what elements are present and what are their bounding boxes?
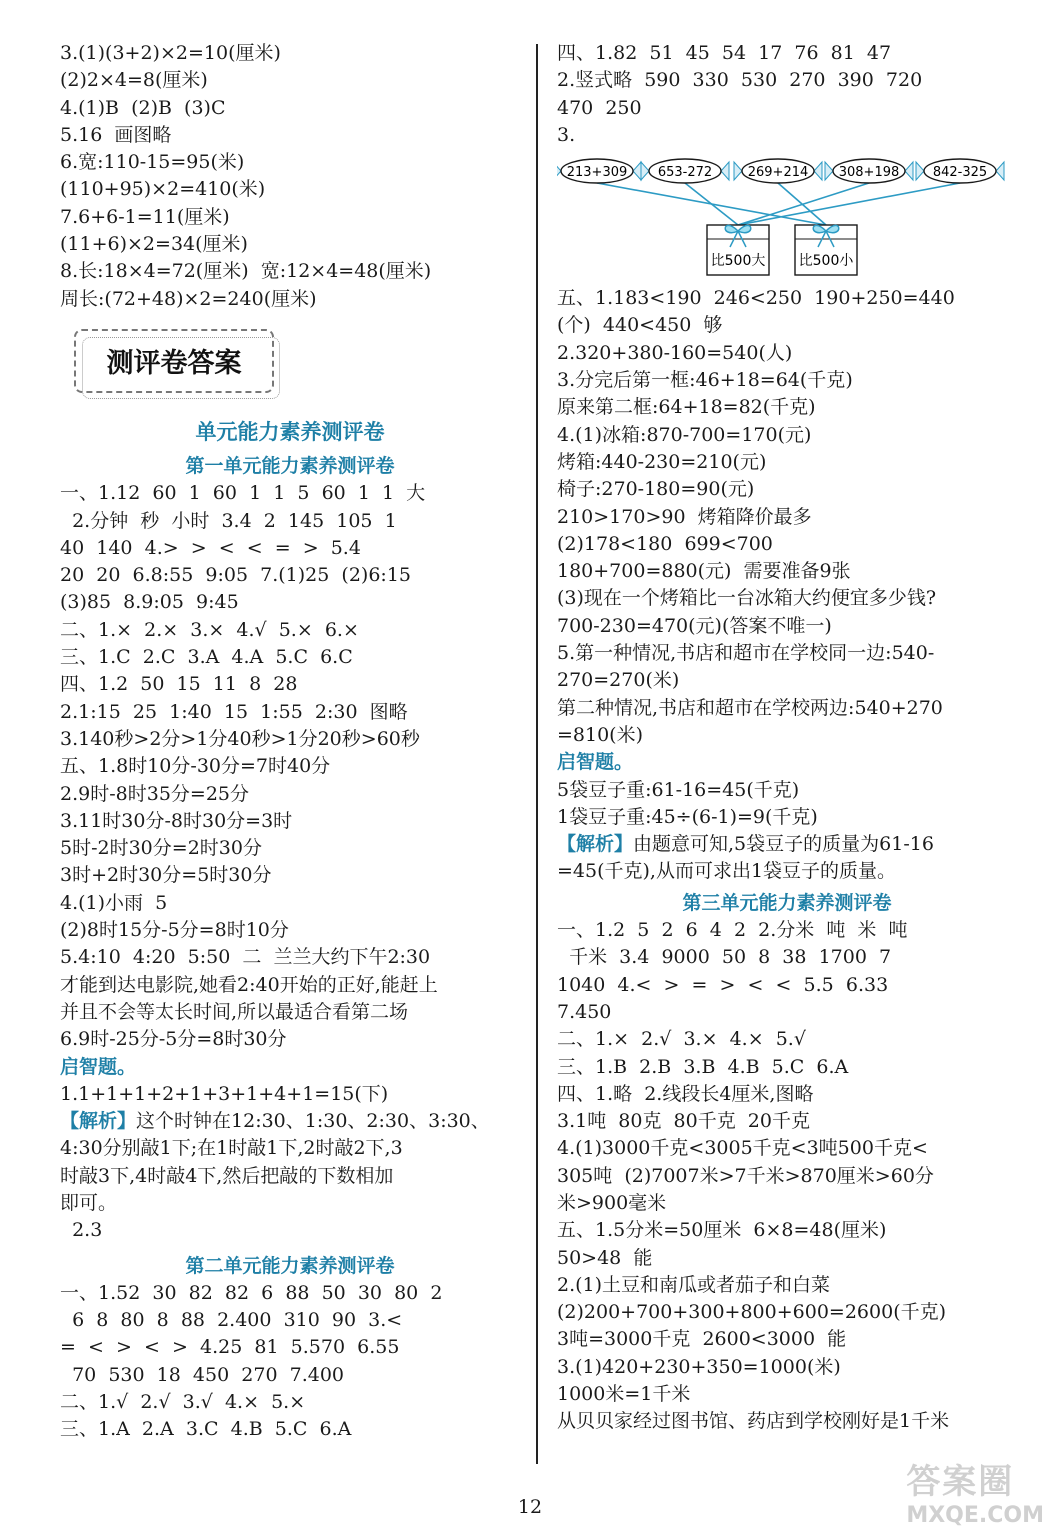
analysis-text: 由题意可知,5袋豆子的质量为61-16 — [633, 833, 934, 856]
answer-line: 3时+2时30分=5时30分 — [60, 864, 272, 887]
answer-line: 3.1吨 80克 80千克 20千克 — [557, 1110, 810, 1133]
watermark-logo: 答案圈 MXQE.COM — [906, 1462, 1044, 1528]
answer-line: 40 140 4.> > < < = > 5.4 — [60, 536, 361, 559]
expression-label: 269+214 — [747, 165, 809, 181]
answer-line: 二、1.× 2.× 3.× 4.√ 5.× 6.× — [60, 618, 359, 641]
answer-line: (3)现在一个烤箱比一台冰箱大约便宜多少钱? — [557, 587, 937, 610]
answer-line: 5.4:10 4:20 5:50 二 兰兰大约下午2:30 — [60, 946, 431, 969]
unit2-title: 第二单元能力素养测评卷 — [185, 1254, 395, 1277]
answer-line: 2.9时-8时35分=25分 — [60, 782, 249, 805]
answer-line: (110+95)×2=410(米) — [60, 178, 266, 201]
analysis-text: 这个时钟在12:30、1:30、2:30、3:30、 — [136, 1110, 490, 1133]
section-badge: 测评卷答案 — [74, 329, 274, 393]
match-line — [685, 183, 738, 225]
answer-line: 6.9时-25分-5分=8时30分 — [60, 1028, 287, 1051]
answer-line: (3)85 8.9:05 9:45 — [60, 591, 239, 614]
answer-line: 7.6+6-1=11(厘米) — [60, 205, 230, 228]
answer-line: 一、1.52 30 82 82 6 88 50 30 80 2 — [60, 1281, 443, 1304]
answer-line: 即可。 — [60, 1191, 118, 1214]
answer-line: 70 530 18 450 270 7.400 — [60, 1363, 345, 1386]
answer-line: 4.(1)冰箱:870-700=170(元) — [557, 423, 812, 446]
answer-line: 6.宽:110-15=95(米) — [60, 151, 245, 174]
expression-label: 653-272 — [657, 165, 713, 181]
answer-line: 五、1.183<190 246<250 190+250=440 — [557, 287, 955, 310]
answer-line: 3.140秒>2分>1分40秒>1分20秒>60秒 — [60, 727, 420, 750]
analysis-line — [557, 831, 1017, 858]
answer-line: 6 8 80 8 88 2.400 310 90 3.< — [60, 1309, 403, 1332]
answer-line: 二、1.√ 2.√ 3.√ 4.× 5.× — [60, 1391, 306, 1414]
expression-label: 213+309 — [566, 165, 628, 181]
answer-line: 20 20 6.8:55 9:05 7.(1)25 (2)6:15 — [60, 564, 412, 587]
left-column — [60, 40, 520, 1444]
answer-line: 2.1:15 25 1:40 15 1:55 2:30 图略 — [60, 700, 408, 723]
answer-line: 8.长:18×4=72(厘米) 宽:12×4=48(厘米) — [60, 260, 432, 283]
answer-line: 烤箱:440-230=210(元) — [557, 450, 767, 473]
unit3-title: 第三单元能力素养测评卷 — [682, 891, 892, 914]
gift-box — [707, 225, 769, 275]
answer-line: 210>170>90 烤箱降价最多 — [557, 505, 812, 528]
answer-line: 原来第二框:64+18=82(千克) — [557, 396, 816, 419]
analysis-label: 【解析】 — [60, 1110, 137, 1133]
answer-line: 千米 3.4 9000 50 8 38 1700 7 — [557, 946, 892, 969]
answer-line: 五、1.5分米=50厘米 6×8=48(厘米) — [557, 1219, 887, 1242]
answer-line: 700-230=470(元)(答案不唯一) — [557, 614, 832, 637]
answer-line: 4.(1)3000千克<3005千克<3吨500千克< — [557, 1137, 928, 1160]
expression-label: 842-325 — [932, 165, 988, 181]
answer-line: 2.(1)土豆和南瓜或者茄子和白菜 — [557, 1273, 831, 1296]
section-title: 单元能力素养测评卷 — [195, 418, 385, 444]
answer-line: 2.竖式略 590 330 530 270 390 720 — [557, 69, 923, 92]
answer-line: 3.(1)420+230+350=1000(米) — [557, 1355, 841, 1378]
answer-line: 时敲3下,4时敲4下,然后把敲的下数相加 — [60, 1164, 394, 1187]
answer-line: (2)178<180 699<700 — [557, 532, 773, 555]
answer-line: 3.(1)(3+2)×2=10(厘米) — [60, 42, 281, 64]
answer-line: 椅子:270-180=90(元) — [557, 478, 755, 501]
answer-line: 米>900毫米 — [557, 1191, 667, 1214]
answer-line: 5.16 画图略 — [60, 123, 172, 146]
answer-line: 4:30分别敲1下;在1时敲1下,2时敲2下,3 — [60, 1137, 403, 1160]
gift-box — [795, 225, 857, 275]
qizhi-label: 启智题。 — [60, 1055, 137, 1078]
unit1-title: 第一单元能力素养测评卷 — [185, 454, 395, 477]
answer-line: =45(千克),从而可求出1袋豆子的质量。 — [557, 860, 897, 883]
answer-line: 1袋豆子重:45÷(6-1)=9(千克) — [557, 805, 818, 828]
answer-line: (2)2×4=8(厘米) — [60, 69, 208, 92]
answer-line: 四、1.82 51 45 54 17 76 81 47 — [557, 42, 892, 64]
answer-line: 5.第一种情况,书店和超市在学校同一边:540- — [557, 642, 935, 665]
answer-line: 1000米=1千米 — [557, 1383, 691, 1406]
answer-line: 一、1.2 5 2 6 4 2 2.分米 吨 米 吨 — [557, 919, 908, 942]
matching-diagram — [557, 149, 1017, 283]
answer-line: 3.分完后第一框:46+18=64(千克) — [557, 369, 853, 392]
answer-line: 2.320+380-160=540(人) — [557, 341, 793, 364]
answer-line: 2.分钟 秒 小时 3.4 2 145 105 1 — [60, 509, 397, 532]
answer-line: 四、1.2 50 15 11 8 28 — [60, 673, 298, 696]
answer-line: 3.11时30分-8时30分=3时 — [60, 809, 293, 832]
qizhi-label: 启智题。 — [557, 751, 634, 774]
answer-line: 1040 4.< > = > < < 5.5 6.33 — [557, 973, 889, 996]
box-label: 比500大 — [710, 253, 766, 270]
answer-line: 7.450 — [557, 1000, 612, 1023]
answer-line: =810(米) — [557, 723, 644, 746]
box-label: 比500小 — [798, 253, 854, 270]
column-divider — [536, 44, 538, 1464]
candy-expression — [825, 159, 913, 183]
right-column — [557, 40, 1017, 1436]
answer-line: 305吨 (2)7007米>7千米>870厘米>60分 — [557, 1164, 934, 1187]
answer-line: 270=270(米) — [557, 669, 680, 692]
answer-line: 2.3 — [60, 1219, 103, 1242]
answer-line: 并且不会等太长时间,所以最适合看第二场 — [60, 1000, 409, 1023]
answer-line: 第二种情况,书店和超市在学校两边:540+270 — [557, 696, 943, 719]
analysis-line — [60, 1108, 520, 1135]
candy-expression — [641, 159, 729, 183]
answer-line: 1.1+1+1+2+1+3+1+4+1=15(下) — [60, 1082, 389, 1105]
answer-line: (2)200+700+300+800+600=2600(千克) — [557, 1301, 947, 1324]
candy-expression — [916, 159, 1004, 183]
answer-line: 3. — [557, 123, 576, 146]
answer-line: 4.(1)小雨 5 — [60, 891, 168, 914]
expression-label: 308+198 — [838, 165, 900, 181]
answer-line: 四、1.略 2.线段长4厘米,图略 — [557, 1082, 814, 1105]
page-number: 12 — [517, 1496, 543, 1518]
answer-line: 5时-2时30分=2时30分 — [60, 837, 262, 860]
answer-line: 从贝贝家经过图书馆、药店到学校刚好是1千米 — [557, 1410, 950, 1433]
answer-line: 5袋豆子重:61-16=45(千克) — [557, 778, 800, 801]
answer-line: 一、1.12 60 1 60 1 1 5 60 1 1 大 — [60, 482, 426, 505]
candy-expression — [557, 159, 641, 183]
answer-line: 3吨=3000千克 2600<3000 能 — [557, 1328, 847, 1351]
answer-line: 180+700=880(元) 需要准备9张 — [557, 560, 851, 583]
answer-line: 三、1.C 2.C 3.A 4.A 5.C 6.C — [60, 646, 353, 669]
answer-line: 三、1.A 2.A 3.C 4.B 5.C 6.A — [60, 1418, 352, 1441]
answer-line: (11+6)×2=34(厘米) — [60, 233, 248, 256]
answer-line: (个) 440<450 够 — [557, 314, 723, 337]
candy-expression — [734, 159, 822, 183]
answer-line: 才能到达电影院,她看2:40开始的正好,能赶上 — [60, 973, 438, 996]
answer-line: 二、1.× 2.√ 3.× 4.× 5.√ — [557, 1028, 806, 1051]
matching-diagram-svg — [557, 149, 1017, 283]
answer-line: 五、1.8时10分-30分=7时40分 — [60, 755, 331, 778]
answer-line: = < > < > 4.25 81 5.570 6.55 — [60, 1336, 400, 1359]
answer-line: 50>48 能 — [557, 1246, 653, 1269]
answer-line: 470 250 — [557, 96, 642, 119]
answer-line: 三、1.B 2.B 3.B 4.B 5.C 6.A — [557, 1055, 849, 1078]
answer-line: 4.(1)B (2)B (3)C — [60, 96, 226, 119]
answer-line: 周长:(72+48)×2=240(厘米) — [60, 287, 317, 310]
analysis-label: 【解析】 — [557, 833, 634, 856]
answer-line: (2)8时15分-5分=8时10分 — [60, 919, 289, 942]
